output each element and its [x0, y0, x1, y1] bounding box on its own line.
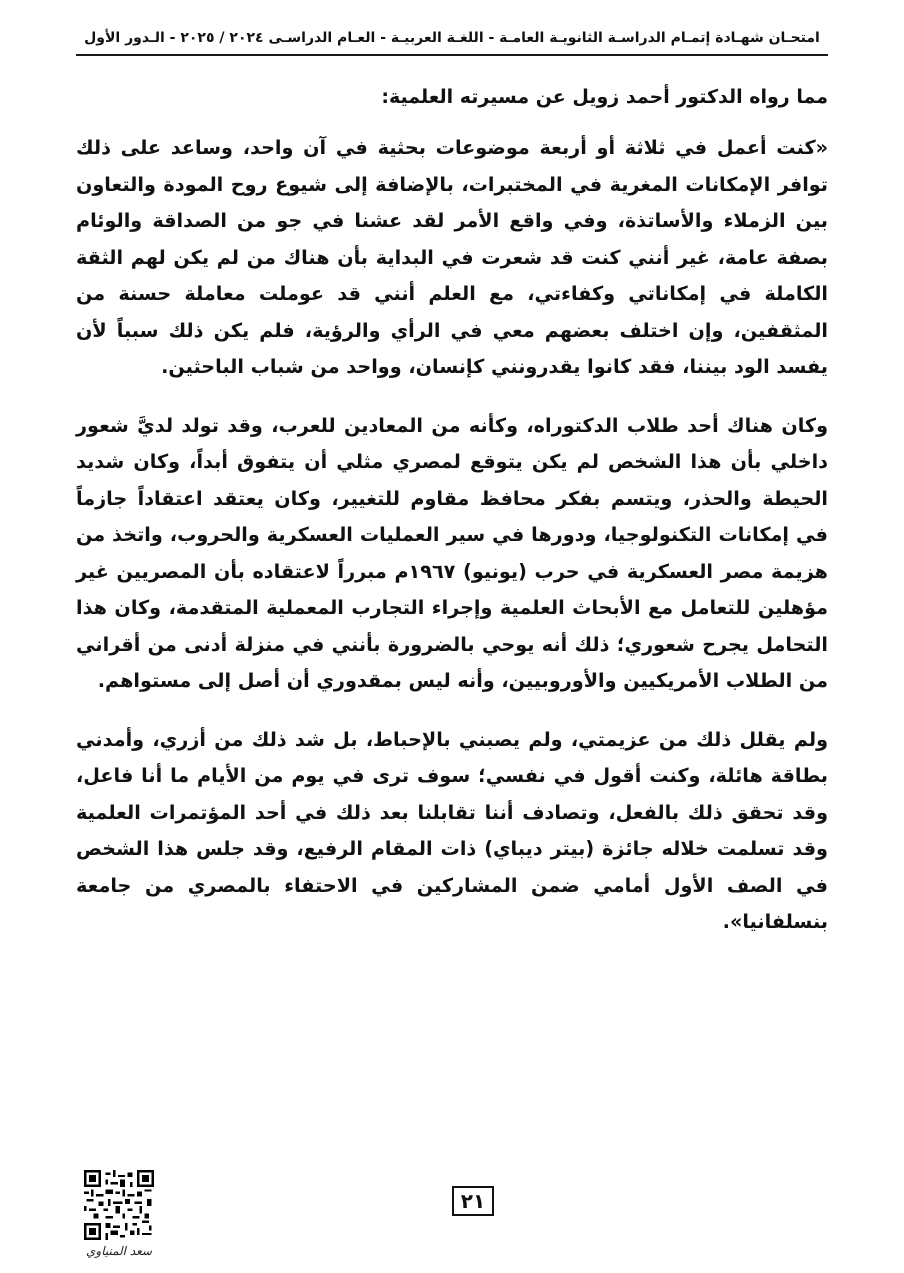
- paragraph-3: ولم يقلل ذلك من عزيمتي، ولم يصبني بالإحباط، بل شد ذلك من أزري، وأمدني بطاقة هائلة، وكنت أقول في نفسي؛ سوف ترى في يوم من الأيام ما أنا فاعل، وقد تحقق ذلك بالفعل، وتصادف أننا تقابلنا بعد ذلك في أحد المؤتمرات العلمية وقد تسلمت خلاله جائزة (بيتر ديباي) ذات المقام الرفيع، وقد جلس هذا الشخص في الصف الأول أمامي ضمن المشاركين في الاحتفاء بالمصري من جامعة بنسلفانيا».: [76, 727, 828, 933]
- paragraph-1: «كنت أعمل في ثلاثة أو أربعة موضوعات بحثية في آن واحد، وساعد على ذلك توافر الإمكانات المغرية في المختبرات، بالإضافة إلى شيوع روح المودة والتعاون بين الزملاء والأساتذة، وفي واقع الأمر لقد عشنا في جو من الصداقة والوئام بصفة عامة، غير أنني كنت قد شعرت في البداية بأن هناك من لم يكن لهم الثقة الكاملة في إمكاناتي وكفاءتي، مع العلم أنني قد عوملت معاملة حسنة من المثقفين، وإن اختلف بعضهم معي في الرأي والرؤية، فلم يكن ذلك سبباً لأن يفسد الود بيننا، فقد كانوا يقدرونني كإنسان، وواحد من شباب الباحثين.: [76, 136, 828, 378]
- signature: سعد المنياوي: [86, 1244, 152, 1258]
- page-number: ٢١: [452, 1186, 494, 1216]
- passage: [76, 82, 828, 963]
- qr-code-icon: [84, 1170, 154, 1240]
- passage-intro: مما رواه الدكتور أحمد زويل عن مسيرته العلمية:: [381, 86, 828, 108]
- page-header: [76, 22, 828, 56]
- paragraph-2: وكان هناك أحد طلاب الدكتوراه، وكأنه من المعادين للعرب، وقد تولد لديَّ شعور داخلي بأن هذا الشخص لم يكن يتوقع لمصري مثلي أن يتفوق أبداً، وكان شديد الحيطة والحذر، ويتسم بفكر محافظ مقاوم للتغيير، وكان يعتقد اعتقاداً جازماً في إمكانات التكنولوجيا، ودورها في سير العمليات العسكرية والحروب، واتخذ من هزيمة مصر العسكرية في حرب (يونيو) ١٩٦٧م مبرراً لاعتقاده بأن المصريين غير مؤهلين للتعامل مع الأبحاث العلمية وإجراء التجارب المعملية المتقدمة، وكان هذا التحامل يجرح شعوري؛ ذلك أنه يوحي بالضرورة بأنني في منزلة أدنى من أقراني من الطلاب الأمريكيين والأوروبيين، وأنه ليس بمقدوري أن أصل إلى مستواهم.: [76, 413, 828, 692]
- exam-title: امتحـان شهـادة إتمـام الدراسـة الثانويـة العامـة - اللغـة العربيـة - العـام الدراسـى ٢٠٢٤ / ٢٠٢٥ - الـدور الأول: [84, 30, 820, 46]
